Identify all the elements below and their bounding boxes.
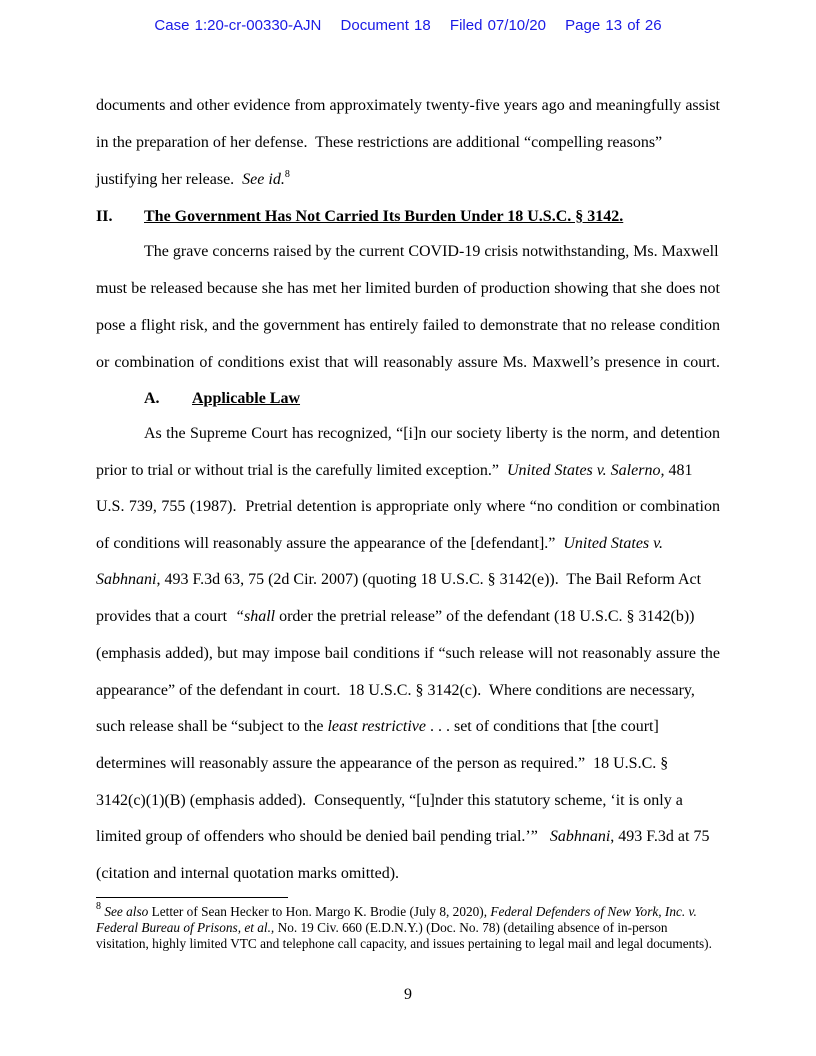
text-run: , 493 F.3d 63, 75 (2d Cir. 2007) (quoting 18 U.S.C. § 3142(e)). The Bail Reform Act	[156, 571, 702, 588]
italic-text: United States v.	[563, 535, 664, 552]
text-run: visitation, highly limited VTC and telephone call capacity, and issues pertaining to legal mail and legal documents).	[96, 936, 712, 951]
body-line	[96, 864, 720, 884]
section-number: A.	[144, 390, 160, 407]
body-line	[96, 316, 720, 336]
footnote-marker: 8	[96, 901, 101, 912]
text-run: . . . set of conditions that [the court]	[425, 718, 659, 735]
text-run: (citation and internal quotation marks omitted).	[96, 865, 400, 882]
body-line	[96, 461, 720, 481]
italic-text: United States v. Salerno,	[507, 462, 665, 479]
footnote-line	[96, 936, 720, 952]
text-run: of conditions will reasonably assure the appearance of the [defendant].”	[96, 535, 564, 552]
text-run: 3142(c)(1)(B) (emphasis added). Consequently, “[u]nder this statutory scheme, ‘it is only a	[96, 792, 683, 809]
body-line	[96, 170, 720, 190]
text-run: 481	[664, 462, 693, 479]
body-line	[144, 424, 720, 444]
footnote-reference: 8	[284, 169, 290, 180]
filed-date: Filed 07/10/20	[449, 17, 546, 34]
body-line	[96, 96, 720, 116]
text-run: order the pretrial release” of the defendant (18 U.S.C. § 3142(b))	[275, 608, 695, 625]
case-number: Case 1:20-cr-00330-AJN	[154, 17, 322, 34]
section-title: The Government Has Not Carried Its Burden Under 18 U.S.C. § 3142.	[144, 208, 624, 225]
italic-text: See id.	[242, 171, 285, 188]
text-run: Letter of Sean Hecker to Hon. Margo K. Brodie (July 8, 2020),	[148, 904, 491, 919]
text-run: in the preparation of her defense. These restrictions are additional “compelling reasons”	[96, 134, 663, 151]
footnote-line	[96, 901, 720, 920]
body-line	[96, 534, 720, 554]
text-run: , 493 F.3d at 75	[610, 828, 710, 845]
text-run: provides that a court	[96, 608, 236, 625]
text-run: The grave concerns raised by the current COVID-19 crisis notwithstanding, Ms. Maxwell	[144, 243, 719, 260]
section-heading-a	[144, 389, 768, 409]
italic-text: “shall	[235, 608, 276, 625]
page-number: 9	[404, 986, 412, 1003]
italic-text: least restrictive	[327, 718, 426, 735]
text-run: pose a flight risk, and the government has entirely failed to demonstrate that no release condition	[96, 317, 720, 334]
footnote-separator	[96, 897, 288, 898]
body-line	[96, 353, 720, 373]
italic-text: Federal Defenders of New York, Inc. v.	[490, 904, 697, 919]
text-run: No. 19 Civ. 660 (E.D.N.Y.) (Doc. No. 78) (detailing absence of in-person	[274, 920, 668, 935]
italic-text: Sabhnani	[549, 828, 611, 845]
text-run: or combination of conditions exist that will reasonably assure Ms. Maxwell’s presence in court.	[96, 354, 720, 371]
page-of: Page 13 of 26	[565, 17, 662, 34]
body-line	[96, 827, 720, 847]
text-run: documents and other evidence from approximately twenty-five years ago and meaningfully assist	[96, 97, 720, 114]
body-line	[96, 644, 720, 664]
body-line	[96, 717, 720, 737]
section-title: Applicable Law	[192, 390, 301, 407]
body-line	[96, 570, 720, 590]
body-line	[96, 279, 720, 299]
text-run: such release shall be “subject to the	[96, 718, 328, 735]
footnote-line	[96, 920, 720, 936]
text-run: justifying her release.	[96, 171, 243, 188]
body-line	[144, 242, 720, 262]
section-heading-ii	[96, 207, 720, 227]
text-run: determines will reasonably assure the appearance of the person as required.” 18 U.S.C. §	[96, 755, 669, 772]
text-run: limited group of offenders who should be denied bail pending trial.’”	[96, 828, 550, 845]
body-line	[96, 754, 720, 774]
italic-text: Federal Bureau of Prisons, et al.,	[96, 920, 275, 935]
italic-text: Sabhnani	[96, 571, 157, 588]
text-run: appearance” of the defendant in court. 18 U.S.C. § 3142(c). Where conditions are necessary,	[96, 682, 695, 699]
body-line	[96, 791, 720, 811]
text-run: As the Supreme Court has recognized, “[i]n our society liberty is the norm, and detention	[144, 425, 720, 442]
body-line	[96, 133, 720, 153]
text-run: U.S. 739, 755 (1987). Pretrial detention is appropriate only where “no condition or combination	[96, 498, 720, 515]
text-run: prior to trial or without trial is the carefully limited exception.”	[96, 462, 507, 479]
case-header	[0, 17, 816, 34]
text-run: must be released because she has met her limited burden of production showing that she does not	[96, 280, 720, 297]
body-line	[96, 607, 720, 627]
section-number: II.	[96, 208, 113, 225]
text-run: (emphasis added), but may impose bail conditions if “such release will not reasonably assure the	[96, 645, 720, 662]
document-number: Document 18	[340, 17, 431, 34]
body-line	[96, 497, 720, 517]
italic-text: See also	[104, 904, 149, 919]
body-line	[96, 681, 720, 701]
